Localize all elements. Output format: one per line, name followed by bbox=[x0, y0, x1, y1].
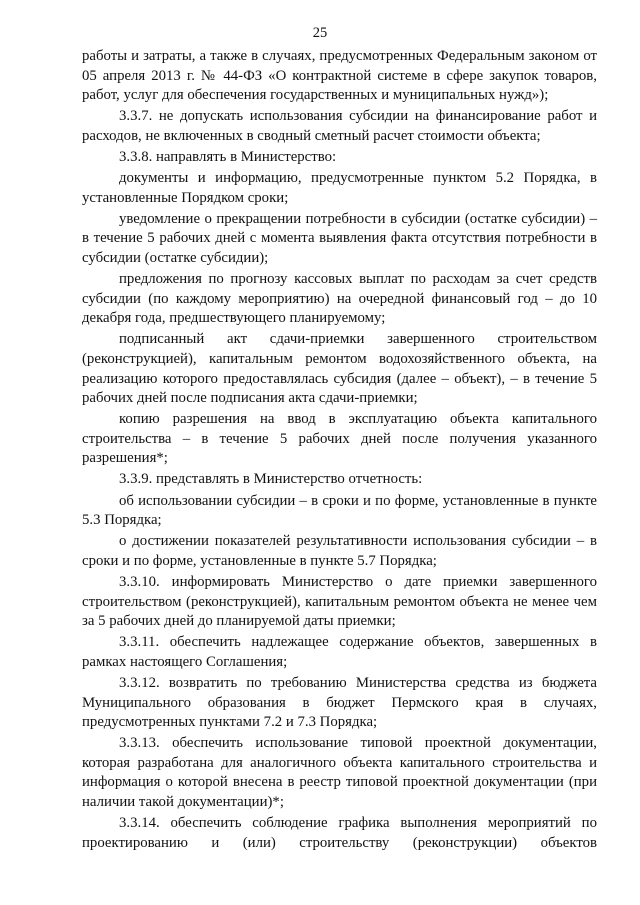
document-body bbox=[82, 47, 597, 855]
paragraph-3-3-9: 3.3.9. представлять в Министерство отчетность: bbox=[119, 471, 423, 488]
paragraph-3-3-10: 3.3.10. информировать Министерство о дате приемки завершенного строительством (реконструкцией), капитальным ремонтом объекта не менее чем за 5 рабочих дней до планируемой даты приемки; bbox=[82, 573, 597, 630]
paragraph-usage-report: об использовании субсидии – в сроки и по форме, установленные в пункте 5.3 Порядка; bbox=[82, 492, 597, 529]
paragraph-3-3-13: 3.3.13. обеспечить использование типовой проектной документации, которая разработана для аналогичного объекта капитального строительства и информация о которой внесена в реестр типовой проектной документации (при наличии такой документации)*; bbox=[82, 735, 597, 810]
paragraph-continuation: работы и затраты, а также в случаях, предусмотренных Федеральным законом от 05 апреля 2013 г. № 44-ФЗ «О контрактной системе в сфере закупок товаров, работ, услуг для обеспечения государственных и муниципальных нужд»); bbox=[82, 48, 597, 104]
paragraph-notification: уведомление о прекращении потребности в субсидии (остатке субсидии) – в течение 5 рабочих дней с момента выявления факта отсутствия потребности в субсидии (остатке субсидии); bbox=[82, 210, 597, 266]
paragraph-permit-copy: копию разрешения на ввод в эксплуатацию объекта капитального строительства – в течение 5 рабочих дней после получения указанного разрешения*; bbox=[82, 411, 597, 467]
paragraph-performance-report: о достижении показателей результативности использования субсидии – в сроки и по форме, установленные в пункте 5.7 Порядка; bbox=[82, 533, 597, 569]
paragraph-3-3-8: 3.3.8. направлять в Министерство: bbox=[119, 148, 337, 165]
paragraph-3-3-11: 3.3.11. обеспечить надлежащее содержание объектов, завершенных в рамках настоящего Соглашения; bbox=[82, 634, 597, 670]
paragraph-3-3-7: 3.3.7. не допускать использования субсидии на финансирование работ и расходов, не включенных в сводный сметный расчет стоимости объекта; bbox=[82, 108, 597, 144]
paragraph-documents: документы и информацию, предусмотренные пунктом 5.2 Порядка, в установленные Порядком сроки; bbox=[82, 170, 597, 206]
paragraph-3-3-12: 3.3.12. возвратить по требованию Министерства средства из бюджета Муниципального образования в бюджет Пермского края в случаях, предусмотренных пунктами 7.2 и 7.3 Порядка; bbox=[82, 674, 597, 731]
paragraph-forecast: предложения по прогнозу кассовых выплат по расходам за счет средств субсидии (по каждому мероприятию) на очередной финансовый год – до 10 декабря года, предшествующего планируемому; bbox=[82, 271, 597, 327]
page-number: 25 bbox=[312, 25, 328, 41]
paragraph-acceptance-act: подписанный акт сдачи-приемки завершенного строительством (реконструкцией), капитальным ремонтом водохозяйственного объекта, на реализацию которого предоставлялась субсидия (далее – объект), – в течение 5 рабочих дней после подписания акта сдачи-приемки; bbox=[82, 331, 597, 407]
paragraph-3-3-14: 3.3.14. обеспечить соблюдение графика выполнения мероприятий по проектированию и (или) строительству (реконструкции) объектов bbox=[82, 815, 597, 851]
